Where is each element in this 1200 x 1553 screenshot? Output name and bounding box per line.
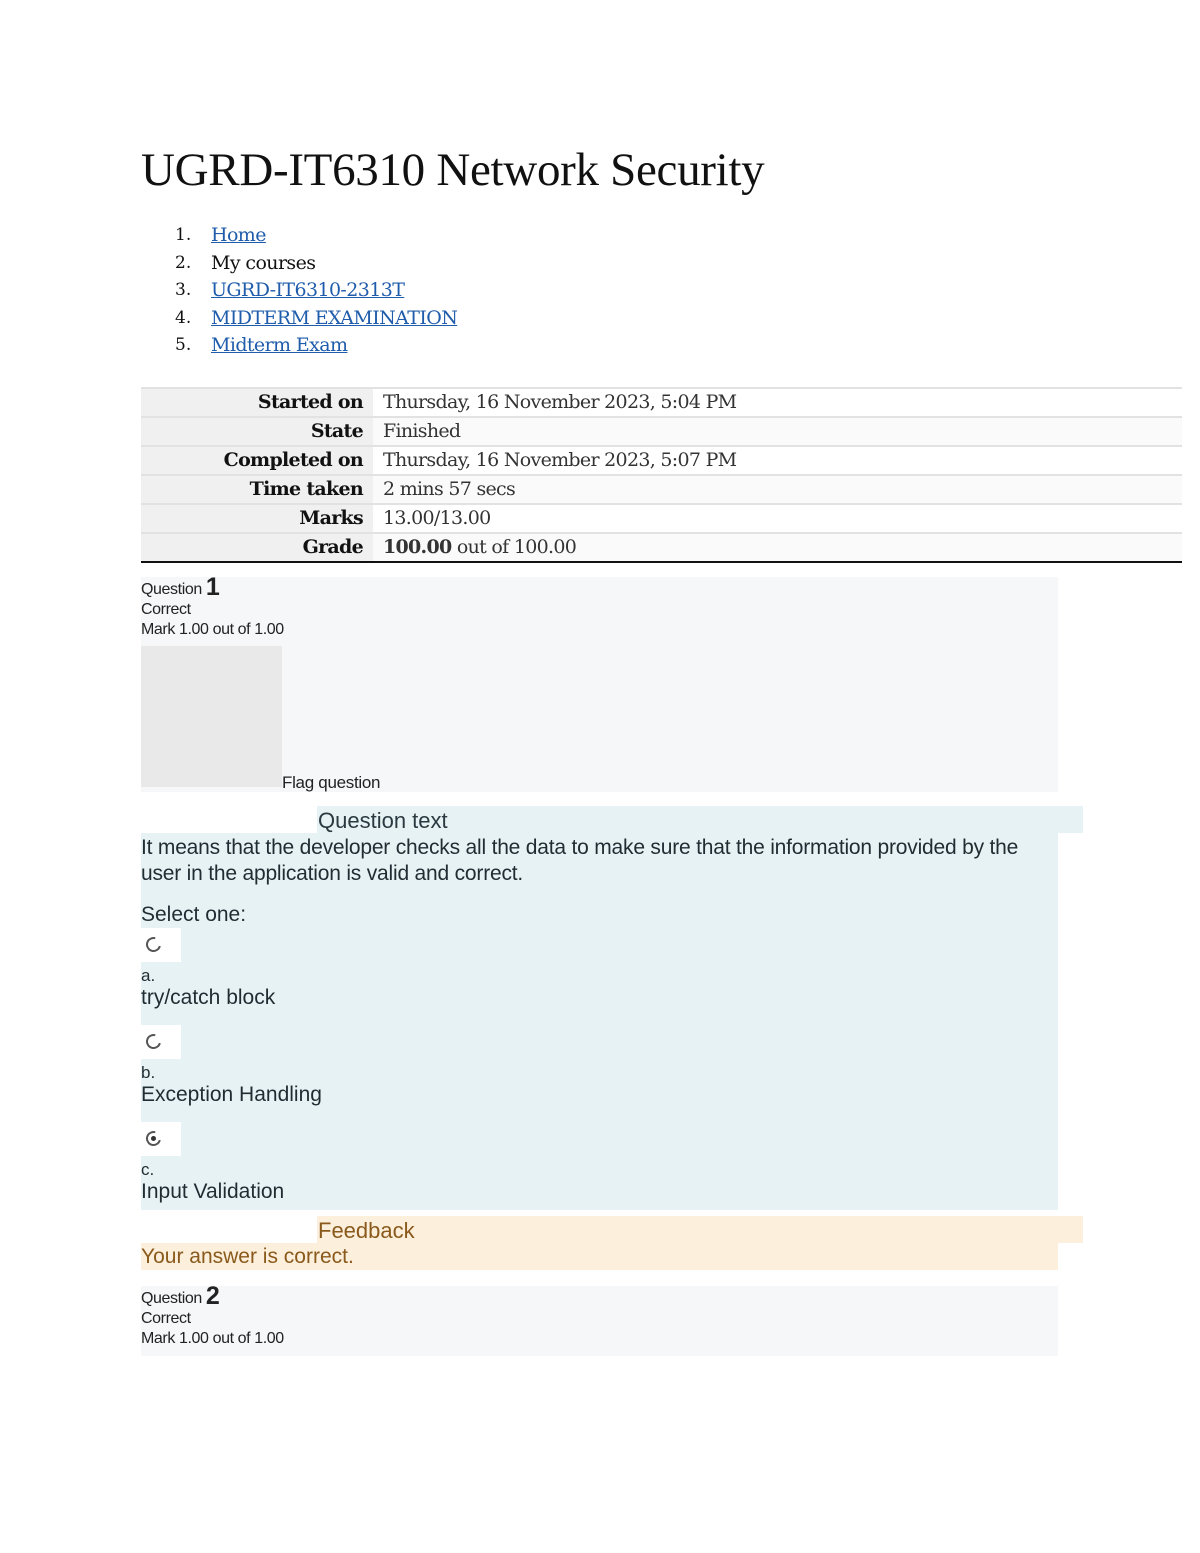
breadcrumb-number: 1.: [175, 225, 192, 245]
question-mark: Mark 1.00 out of 1.00: [141, 1330, 284, 1347]
attempt-summary-table: [141, 387, 1182, 563]
flag-question-link[interactable]: Flag question: [282, 773, 381, 792]
breadcrumb: [141, 222, 457, 360]
question-text-header: Question text: [317, 806, 1083, 833]
summary-label: Started on: [141, 388, 373, 417]
breadcrumb-link-home[interactable]: Home: [211, 224, 266, 246]
option-answer[interactable]: Input Validation: [141, 1180, 285, 1203]
summary-value: Thursday, 16 November 2023, 5:07 PM: [373, 446, 1182, 475]
grade-score: 100.00: [383, 536, 452, 558]
breadcrumb-link-section[interactable]: MIDTERM EXAMINATION: [211, 306, 458, 329]
option-answer[interactable]: Exception Handling: [141, 1083, 322, 1106]
question-prefix: Question: [141, 581, 202, 598]
breadcrumb-link-quiz[interactable]: Midterm Exam: [211, 334, 348, 356]
summary-label: Time taken: [141, 475, 373, 504]
summary-value: 13.00/13.00: [373, 504, 1182, 533]
question-number: [141, 573, 1058, 601]
summary-value: [373, 533, 1182, 562]
summary-row-completed: [141, 446, 1182, 475]
page-title: UGRD-IT6310 Network Security: [141, 144, 765, 196]
feedback-text: Your answer is correct.: [141, 1243, 1058, 1270]
radio-icon: [143, 934, 163, 954]
summary-row-state: [141, 417, 1182, 446]
radio-icon: [143, 1031, 163, 1051]
summary-row-marks: [141, 504, 1182, 533]
radio-selected-dot-icon: [151, 1136, 156, 1141]
summary-row-started: [141, 388, 1182, 417]
breadcrumb-number: 5.: [175, 335, 192, 355]
question-1-formulation: [141, 833, 1058, 1210]
summary-label: Completed on: [141, 446, 373, 475]
option-letter: c.: [141, 1160, 155, 1179]
summary-label: Grade: [141, 533, 373, 562]
radio-button-selected[interactable]: [141, 1122, 181, 1156]
grade-out-of: out of 100.00: [451, 536, 577, 558]
breadcrumb-item-quiz: [141, 332, 457, 360]
question-number-value: 2: [205, 1282, 220, 1310]
question-text: It means that the developer checks all the data to make sure that the information provided by the user in the application is valid and correct.: [141, 836, 1019, 885]
summary-value: 2 mins 57 secs: [373, 475, 1182, 504]
flag-icon[interactable]: [141, 646, 282, 787]
breadcrumb-number: 3.: [175, 280, 192, 300]
question-1-info: [141, 573, 1058, 792]
question-number-value: 1: [205, 573, 220, 601]
question-status: Correct: [141, 1310, 191, 1327]
question-status: Correct: [141, 601, 191, 618]
option-answer[interactable]: try/catch block: [141, 986, 276, 1009]
breadcrumb-number: 2.: [175, 252, 192, 273]
radio-button[interactable]: [141, 1025, 181, 1059]
question-prefix: Question: [141, 1290, 202, 1307]
feedback-header: Feedback: [317, 1216, 1083, 1243]
breadcrumb-link-course[interactable]: UGRD-IT6310-2313T: [211, 279, 405, 301]
breadcrumb-item-course: [141, 277, 457, 305]
summary-label: State: [141, 417, 373, 446]
summary-value: Thursday, 16 November 2023, 5:04 PM: [373, 388, 1182, 417]
question-2-info: [141, 1282, 1058, 1356]
breadcrumb-item-section: [141, 305, 457, 333]
breadcrumb-label-my-courses: My courses: [211, 251, 316, 274]
summary-row-grade: [141, 533, 1182, 562]
breadcrumb-item-my-courses: [141, 250, 457, 278]
option-letter: a.: [141, 966, 156, 985]
question-mark: Mark 1.00 out of 1.00: [141, 621, 284, 638]
question-number: [141, 1282, 1058, 1310]
summary-row-time-taken: [141, 475, 1182, 504]
summary-label: Marks: [141, 504, 373, 533]
summary-value: Finished: [373, 417, 1182, 446]
breadcrumb-number: 4.: [175, 307, 192, 328]
option-letter: b.: [141, 1063, 156, 1082]
breadcrumb-item-home: [141, 222, 457, 250]
select-one-prompt: Select one:: [141, 903, 247, 926]
radio-button[interactable]: [141, 928, 181, 962]
